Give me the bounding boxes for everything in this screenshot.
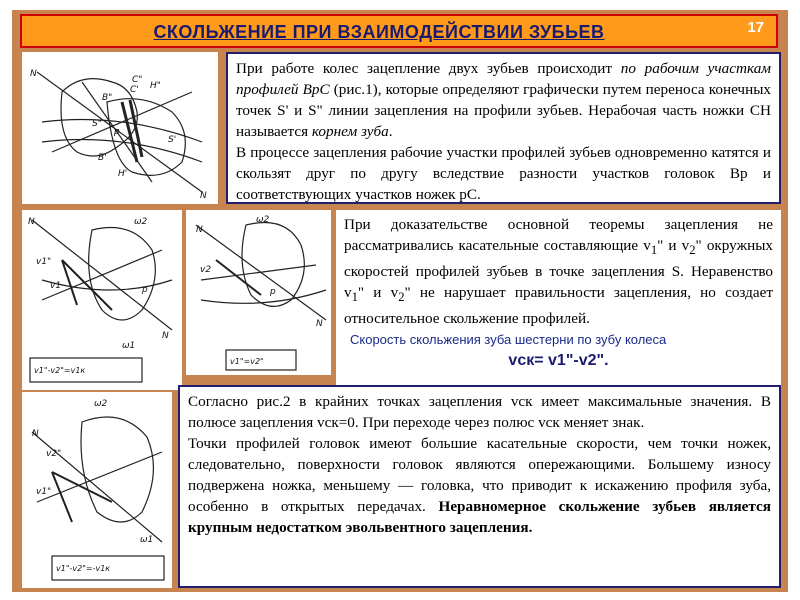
svg-text:N: N bbox=[30, 69, 37, 79]
block1-paragraph-1 bbox=[236, 58, 771, 142]
block3-bold-text: Неравномерное скольжение зубьев является крупным недостатком эвольвентного зацепления. bbox=[188, 498, 772, 536]
block2-sub-3: 1 bbox=[351, 290, 358, 305]
svg-text:B": B" bbox=[102, 93, 113, 103]
block1-em-2: корнем зуба bbox=[311, 123, 389, 140]
block1-paragraph-2: В процессе зацепления рабочие участки профилей зубьев одновременно катятся и скользят друг по другу вследствие разности участков головок Вр и соответствующих участков ножек рС. bbox=[236, 144, 771, 203]
svg-text:ω1: ω1 bbox=[122, 341, 136, 351]
block2-text-b: " и v bbox=[657, 237, 690, 254]
svg-text:ω2: ω2 bbox=[256, 215, 270, 225]
figure-2c-drawing bbox=[22, 392, 172, 588]
svg-text:p: p bbox=[270, 287, 276, 297]
text-block-1 bbox=[226, 52, 781, 204]
figure-2c bbox=[22, 392, 172, 588]
slide-title: СКОЛЬЖЕНИЕ ПРИ ВЗАИМОДЕЙСТВИИ ЗУБЬЕВ bbox=[153, 22, 605, 42]
block1-text-1: При работе колес зацепление двух зубьев происходит bbox=[236, 60, 621, 77]
svg-text:v1": v1" bbox=[36, 257, 52, 267]
block3-text: Точки профилей головок имеют большие касательные скорости, чем точки ножек, следовательно, поверхности головок являются опережающими. Большему износу подвержена ножка, меньшему — головка, что приводит к искажению профиля зуба, особенно в открытых передачах. bbox=[188, 435, 771, 515]
svg-text:S': S' bbox=[168, 135, 177, 145]
svg-text:p: p bbox=[142, 285, 148, 295]
block3-paragraph-1: Согласно рис.2 в крайних точках зацепления vск имеет максимальные значения. В полюсе зацепления vск=0. При переходе через полюс vск меняет знак. bbox=[188, 393, 771, 431]
text-block-3 bbox=[178, 385, 781, 588]
block2-sub-2: 2 bbox=[689, 243, 696, 258]
svg-text:ω2: ω2 bbox=[134, 217, 148, 227]
block1-text-2: (рис.1), которые определяют графически путем переноса конечных точек S' и S" линии зацепления на профили зубьев. Нерабочая часть ножки СН называется bbox=[236, 81, 771, 140]
block3-paragraph-2 bbox=[188, 433, 771, 538]
svg-text:v2": v2" bbox=[46, 449, 62, 459]
svg-text:N: N bbox=[196, 225, 203, 235]
svg-text:v1: v1 bbox=[50, 281, 62, 291]
block2-text-c: " окружных скоростей профилей зубьев в точке зацепления S. Неравенство v bbox=[344, 237, 773, 302]
figure-2b bbox=[186, 210, 331, 375]
svg-text:N: N bbox=[200, 191, 207, 201]
block2-text-a: При доказательстве основной теоремы зацепления не рассматривались касательные составляющие v bbox=[344, 216, 773, 254]
svg-text:S": S" bbox=[92, 119, 102, 129]
block2-sub-4: 2 bbox=[398, 290, 405, 305]
figure-2b-drawing bbox=[186, 210, 331, 375]
block2-sub-1: 1 bbox=[650, 243, 658, 258]
figure-1-drawing bbox=[22, 52, 218, 204]
svg-text:C": C" bbox=[132, 75, 143, 85]
svg-text:H": H" bbox=[150, 81, 161, 91]
svg-text:B': B' bbox=[98, 153, 107, 163]
figure-2a bbox=[22, 210, 182, 390]
text-block-2 bbox=[336, 210, 781, 386]
svg-text:v1": v1" bbox=[36, 487, 52, 497]
block1-text-3: . bbox=[388, 123, 393, 140]
block2-paragraph bbox=[344, 214, 773, 329]
svg-text:N: N bbox=[28, 217, 35, 227]
block2-caption: Скорость скольжения зуба шестерни по зубу колеса bbox=[350, 332, 667, 348]
svg-text:v1"-v2"=v1к: v1"-v2"=v1к bbox=[34, 366, 86, 375]
svg-text:H': H' bbox=[118, 169, 128, 179]
svg-text:v1"-v2"=-v1к: v1"-v2"=-v1к bbox=[56, 564, 111, 573]
svg-text:ω1: ω1 bbox=[140, 535, 154, 545]
svg-text:N: N bbox=[32, 429, 39, 439]
block2-text-e: " не нарушает правильности зацепления, но создает относительное скольжение профилей. bbox=[344, 284, 773, 328]
figure-1 bbox=[22, 52, 218, 204]
svg-text:C': C' bbox=[130, 85, 139, 95]
block2-formula: vск= v1"-v2". bbox=[508, 352, 609, 370]
svg-text:v2: v2 bbox=[200, 265, 212, 275]
figure-2a-drawing bbox=[22, 210, 182, 390]
svg-text:N: N bbox=[162, 331, 169, 341]
block1-em-1: по рабочим участкам профилей ВрС bbox=[236, 60, 771, 98]
svg-text:p: p bbox=[114, 127, 120, 137]
svg-text:ω2: ω2 bbox=[94, 399, 108, 409]
slide-number: 17 bbox=[747, 19, 764, 36]
title-bar bbox=[20, 14, 778, 48]
block2-text-d: " и v bbox=[357, 284, 399, 302]
svg-text:v1"=v2": v1"=v2" bbox=[230, 357, 264, 366]
svg-text:N: N bbox=[316, 319, 323, 329]
